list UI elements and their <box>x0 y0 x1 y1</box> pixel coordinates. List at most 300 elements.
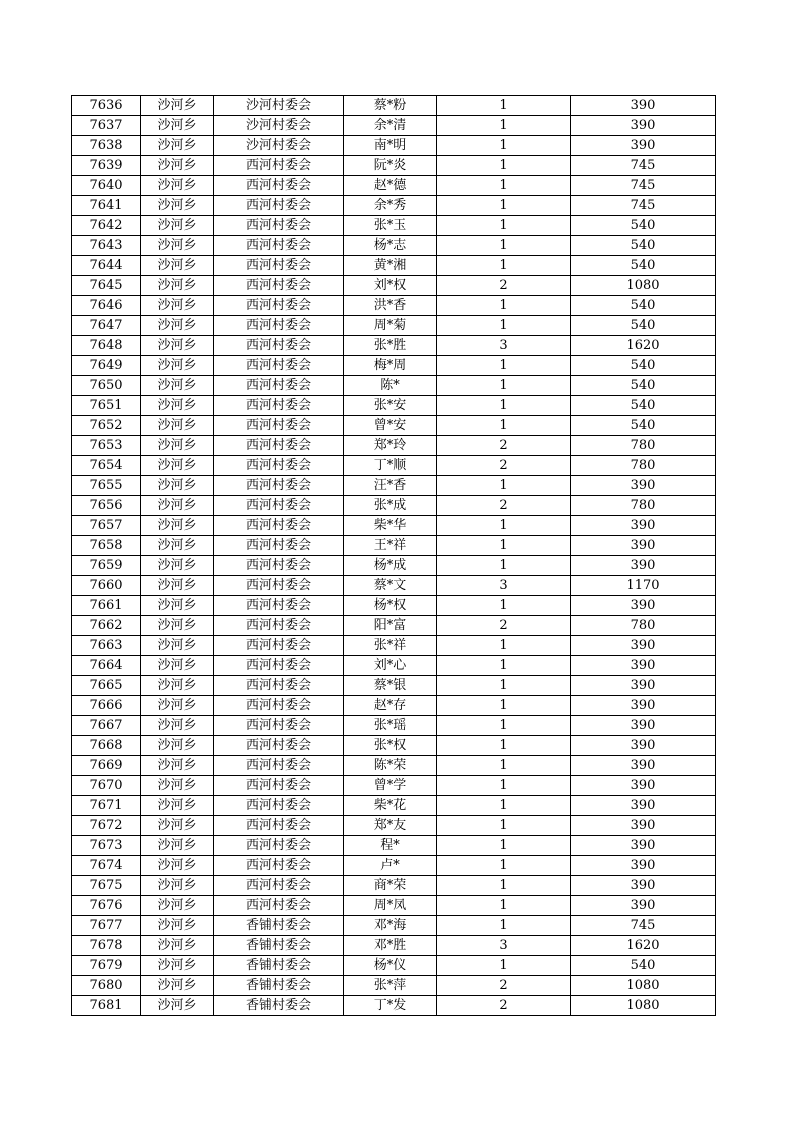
village-committee-cell: 香铺村委会 <box>214 976 344 996</box>
household-count-cell: 1 <box>437 656 571 676</box>
table-row <box>72 236 716 256</box>
household-count-cell: 1 <box>437 796 571 816</box>
village-committee-cell: 西河村委会 <box>214 636 344 656</box>
name-cell: 刘*权 <box>344 276 437 296</box>
village-committee-cell: 西河村委会 <box>214 776 344 796</box>
table-row <box>72 416 716 436</box>
amount-cell: 745 <box>571 916 716 936</box>
amount-cell: 390 <box>571 736 716 756</box>
village-committee-cell: 西河村委会 <box>214 396 344 416</box>
name-cell: 柴*花 <box>344 796 437 816</box>
township-cell: 沙河乡 <box>141 276 214 296</box>
township-cell: 沙河乡 <box>141 976 214 996</box>
village-committee-cell: 西河村委会 <box>214 356 344 376</box>
village-committee-cell: 西河村委会 <box>214 376 344 396</box>
township-cell: 沙河乡 <box>141 616 214 636</box>
village-committee-cell: 西河村委会 <box>214 616 344 636</box>
amount-cell: 390 <box>571 876 716 896</box>
row-number-cell: 7677 <box>72 916 141 936</box>
name-cell: 张*成 <box>344 496 437 516</box>
name-cell: 张*祥 <box>344 636 437 656</box>
village-committee-cell: 西河村委会 <box>214 516 344 536</box>
village-committee-cell: 沙河村委会 <box>214 136 344 156</box>
amount-cell: 390 <box>571 856 716 876</box>
row-number-cell: 7641 <box>72 196 141 216</box>
amount-cell: 780 <box>571 496 716 516</box>
table-row <box>72 376 716 396</box>
table-row <box>72 96 716 116</box>
village-committee-cell: 西河村委会 <box>214 796 344 816</box>
row-number-cell: 7651 <box>72 396 141 416</box>
row-number-cell: 7664 <box>72 656 141 676</box>
village-committee-cell: 西河村委会 <box>214 816 344 836</box>
table-row <box>72 976 716 996</box>
household-count-cell: 1 <box>437 536 571 556</box>
township-cell: 沙河乡 <box>141 716 214 736</box>
household-count-cell: 1 <box>437 736 571 756</box>
row-number-cell: 7650 <box>72 376 141 396</box>
row-number-cell: 7675 <box>72 876 141 896</box>
table-row <box>72 276 716 296</box>
township-cell: 沙河乡 <box>141 516 214 536</box>
household-count-cell: 2 <box>437 436 571 456</box>
table-row <box>72 576 716 596</box>
amount-cell: 540 <box>571 956 716 976</box>
table-row <box>72 596 716 616</box>
table-row <box>72 696 716 716</box>
household-count-cell: 1 <box>437 636 571 656</box>
name-cell: 邓*海 <box>344 916 437 936</box>
row-number-cell: 7658 <box>72 536 141 556</box>
amount-cell: 745 <box>571 176 716 196</box>
row-number-cell: 7660 <box>72 576 141 596</box>
township-cell: 沙河乡 <box>141 756 214 776</box>
village-committee-cell: 西河村委会 <box>214 256 344 276</box>
table-row <box>72 636 716 656</box>
household-count-cell: 1 <box>437 236 571 256</box>
household-count-cell: 1 <box>437 96 571 116</box>
table-row <box>72 536 716 556</box>
table-row <box>72 856 716 876</box>
village-committee-cell: 西河村委会 <box>214 496 344 516</box>
table-row <box>72 256 716 276</box>
table-row <box>72 196 716 216</box>
household-count-cell: 1 <box>437 956 571 976</box>
amount-cell: 540 <box>571 256 716 276</box>
name-cell: 张*玉 <box>344 216 437 236</box>
table-row <box>72 756 716 776</box>
village-committee-cell: 香铺村委会 <box>214 936 344 956</box>
table-row <box>72 736 716 756</box>
row-number-cell: 7644 <box>72 256 141 276</box>
row-number-cell: 7667 <box>72 716 141 736</box>
village-committee-cell: 西河村委会 <box>214 716 344 736</box>
township-cell: 沙河乡 <box>141 176 214 196</box>
name-cell: 赵*德 <box>344 176 437 196</box>
household-count-cell: 2 <box>437 976 571 996</box>
village-committee-cell: 西河村委会 <box>214 696 344 716</box>
amount-cell: 390 <box>571 536 716 556</box>
amount-cell: 1620 <box>571 936 716 956</box>
table-row <box>72 176 716 196</box>
amount-cell: 390 <box>571 696 716 716</box>
household-count-cell: 1 <box>437 876 571 896</box>
township-cell: 沙河乡 <box>141 796 214 816</box>
row-number-cell: 7636 <box>72 96 141 116</box>
table-row <box>72 336 716 356</box>
row-number-cell: 7652 <box>72 416 141 436</box>
name-cell: 杨*成 <box>344 556 437 576</box>
table-row <box>72 816 716 836</box>
township-cell: 沙河乡 <box>141 736 214 756</box>
village-committee-cell: 西河村委会 <box>214 196 344 216</box>
name-cell: 王*祥 <box>344 536 437 556</box>
name-cell: 张*萍 <box>344 976 437 996</box>
township-cell: 沙河乡 <box>141 876 214 896</box>
row-number-cell: 7642 <box>72 216 141 236</box>
village-committee-cell: 香铺村委会 <box>214 916 344 936</box>
table-row <box>72 656 716 676</box>
name-cell: 蔡*粉 <box>344 96 437 116</box>
row-number-cell: 7656 <box>72 496 141 516</box>
township-cell: 沙河乡 <box>141 316 214 336</box>
village-committee-cell: 西河村委会 <box>214 676 344 696</box>
household-count-cell: 1 <box>437 516 571 536</box>
village-committee-cell: 西河村委会 <box>214 596 344 616</box>
amount-cell: 390 <box>571 476 716 496</box>
household-count-cell: 1 <box>437 816 571 836</box>
amount-cell: 780 <box>571 436 716 456</box>
township-cell: 沙河乡 <box>141 196 214 216</box>
name-cell: 黄*湘 <box>344 256 437 276</box>
household-count-cell: 1 <box>437 136 571 156</box>
name-cell: 曾*安 <box>344 416 437 436</box>
table-row <box>72 556 716 576</box>
township-cell: 沙河乡 <box>141 636 214 656</box>
name-cell: 汪*香 <box>344 476 437 496</box>
row-number-cell: 7663 <box>72 636 141 656</box>
village-committee-cell: 香铺村委会 <box>214 996 344 1016</box>
household-count-cell: 1 <box>437 116 571 136</box>
township-cell: 沙河乡 <box>141 236 214 256</box>
village-committee-cell: 西河村委会 <box>214 836 344 856</box>
household-count-cell: 1 <box>437 556 571 576</box>
table-row <box>72 896 716 916</box>
name-cell: 阮*炎 <box>344 156 437 176</box>
amount-cell: 390 <box>571 776 716 796</box>
name-cell: 陈* <box>344 376 437 396</box>
township-cell: 沙河乡 <box>141 996 214 1016</box>
table-row <box>72 216 716 236</box>
name-cell: 曾*学 <box>344 776 437 796</box>
household-count-cell: 1 <box>437 836 571 856</box>
row-number-cell: 7673 <box>72 836 141 856</box>
row-number-cell: 7674 <box>72 856 141 876</box>
amount-cell: 390 <box>571 516 716 536</box>
village-committee-cell: 西河村委会 <box>214 216 344 236</box>
table-row <box>72 776 716 796</box>
village-committee-cell: 西河村委会 <box>214 176 344 196</box>
amount-cell: 1620 <box>571 336 716 356</box>
township-cell: 沙河乡 <box>141 156 214 176</box>
township-cell: 沙河乡 <box>141 336 214 356</box>
village-committee-cell: 西河村委会 <box>214 276 344 296</box>
village-committee-cell: 西河村委会 <box>214 536 344 556</box>
township-cell: 沙河乡 <box>141 396 214 416</box>
name-cell: 洪*香 <box>344 296 437 316</box>
amount-cell: 1080 <box>571 996 716 1016</box>
row-number-cell: 7671 <box>72 796 141 816</box>
amount-cell: 390 <box>571 116 716 136</box>
table-row <box>72 956 716 976</box>
table-row <box>72 516 716 536</box>
household-count-cell: 1 <box>437 716 571 736</box>
name-cell: 丁*发 <box>344 996 437 1016</box>
table-body <box>72 96 716 1016</box>
township-cell: 沙河乡 <box>141 436 214 456</box>
household-count-cell: 1 <box>437 396 571 416</box>
township-cell: 沙河乡 <box>141 456 214 476</box>
name-cell: 梅*周 <box>344 356 437 376</box>
household-count-cell: 1 <box>437 916 571 936</box>
household-count-cell: 3 <box>437 336 571 356</box>
row-number-cell: 7643 <box>72 236 141 256</box>
row-number-cell: 7662 <box>72 616 141 636</box>
amount-cell: 390 <box>571 836 716 856</box>
row-number-cell: 7680 <box>72 976 141 996</box>
household-count-cell: 1 <box>437 696 571 716</box>
township-cell: 沙河乡 <box>141 916 214 936</box>
row-number-cell: 7666 <box>72 696 141 716</box>
household-count-cell: 3 <box>437 936 571 956</box>
amount-cell: 390 <box>571 896 716 916</box>
household-count-cell: 1 <box>437 196 571 216</box>
name-cell: 陈*荣 <box>344 756 437 776</box>
township-cell: 沙河乡 <box>141 556 214 576</box>
name-cell: 杨*志 <box>344 236 437 256</box>
amount-cell: 540 <box>571 236 716 256</box>
township-cell: 沙河乡 <box>141 596 214 616</box>
amount-cell: 390 <box>571 756 716 776</box>
row-number-cell: 7638 <box>72 136 141 156</box>
township-cell: 沙河乡 <box>141 696 214 716</box>
name-cell: 赵*存 <box>344 696 437 716</box>
amount-cell: 780 <box>571 616 716 636</box>
village-committee-cell: 西河村委会 <box>214 456 344 476</box>
household-count-cell: 1 <box>437 416 571 436</box>
household-count-cell: 1 <box>437 756 571 776</box>
table-row <box>72 156 716 176</box>
amount-cell: 540 <box>571 356 716 376</box>
row-number-cell: 7665 <box>72 676 141 696</box>
table-row <box>72 296 716 316</box>
table-row <box>72 116 716 136</box>
name-cell: 刘*心 <box>344 656 437 676</box>
amount-cell: 390 <box>571 136 716 156</box>
amount-cell: 390 <box>571 556 716 576</box>
table-row <box>72 496 716 516</box>
household-count-cell: 1 <box>437 376 571 396</box>
table-row <box>72 136 716 156</box>
name-cell: 张*瑶 <box>344 716 437 736</box>
township-cell: 沙河乡 <box>141 256 214 276</box>
table-row <box>72 836 716 856</box>
township-cell: 沙河乡 <box>141 476 214 496</box>
amount-cell: 390 <box>571 716 716 736</box>
name-cell: 郑*友 <box>344 816 437 836</box>
row-number-cell: 7646 <box>72 296 141 316</box>
amount-cell: 540 <box>571 316 716 336</box>
row-number-cell: 7659 <box>72 556 141 576</box>
name-cell: 邓*胜 <box>344 936 437 956</box>
row-number-cell: 7657 <box>72 516 141 536</box>
table-row <box>72 356 716 376</box>
amount-cell: 1080 <box>571 276 716 296</box>
name-cell: 丁*顺 <box>344 456 437 476</box>
name-cell: 蔡*文 <box>344 576 437 596</box>
table-row <box>72 676 716 696</box>
row-number-cell: 7645 <box>72 276 141 296</box>
household-count-cell: 1 <box>437 596 571 616</box>
amount-cell: 1080 <box>571 976 716 996</box>
household-count-cell: 1 <box>437 776 571 796</box>
village-committee-cell: 香铺村委会 <box>214 956 344 976</box>
row-number-cell: 7654 <box>72 456 141 476</box>
row-number-cell: 7681 <box>72 996 141 1016</box>
amount-cell: 390 <box>571 656 716 676</box>
household-count-cell: 2 <box>437 456 571 476</box>
row-number-cell: 7661 <box>72 596 141 616</box>
township-cell: 沙河乡 <box>141 856 214 876</box>
village-committee-cell: 西河村委会 <box>214 236 344 256</box>
table-row <box>72 456 716 476</box>
amount-cell: 390 <box>571 636 716 656</box>
township-cell: 沙河乡 <box>141 936 214 956</box>
row-number-cell: 7648 <box>72 336 141 356</box>
township-cell: 沙河乡 <box>141 676 214 696</box>
village-committee-cell: 西河村委会 <box>214 336 344 356</box>
amount-cell: 540 <box>571 396 716 416</box>
township-cell: 沙河乡 <box>141 356 214 376</box>
table-row <box>72 916 716 936</box>
township-cell: 沙河乡 <box>141 896 214 916</box>
township-cell: 沙河乡 <box>141 416 214 436</box>
name-cell: 张*安 <box>344 396 437 416</box>
village-committee-cell: 西河村委会 <box>214 556 344 576</box>
amount-cell: 540 <box>571 216 716 236</box>
township-cell: 沙河乡 <box>141 376 214 396</box>
household-count-cell: 2 <box>437 276 571 296</box>
table-row <box>72 796 716 816</box>
township-cell: 沙河乡 <box>141 836 214 856</box>
name-cell: 张*权 <box>344 736 437 756</box>
village-committee-cell: 西河村委会 <box>214 876 344 896</box>
household-count-cell: 1 <box>437 476 571 496</box>
village-committee-cell: 西河村委会 <box>214 576 344 596</box>
row-number-cell: 7653 <box>72 436 141 456</box>
household-count-cell: 3 <box>437 576 571 596</box>
village-committee-cell: 西河村委会 <box>214 656 344 676</box>
household-count-cell: 1 <box>437 296 571 316</box>
table-row <box>72 996 716 1016</box>
township-cell: 沙河乡 <box>141 816 214 836</box>
township-cell: 沙河乡 <box>141 656 214 676</box>
amount-cell: 390 <box>571 596 716 616</box>
name-cell: 卢* <box>344 856 437 876</box>
village-committee-cell: 西河村委会 <box>214 896 344 916</box>
name-cell: 杨*仪 <box>344 956 437 976</box>
table-row <box>72 436 716 456</box>
name-cell: 郑*玲 <box>344 436 437 456</box>
name-cell: 南*明 <box>344 136 437 156</box>
village-committee-cell: 西河村委会 <box>214 316 344 336</box>
village-committee-cell: 沙河村委会 <box>214 116 344 136</box>
table-row <box>72 876 716 896</box>
row-number-cell: 7670 <box>72 776 141 796</box>
name-cell: 张*胜 <box>344 336 437 356</box>
amount-cell: 745 <box>571 156 716 176</box>
amount-cell: 745 <box>571 196 716 216</box>
household-count-cell: 1 <box>437 856 571 876</box>
township-cell: 沙河乡 <box>141 576 214 596</box>
township-cell: 沙河乡 <box>141 296 214 316</box>
household-count-cell: 1 <box>437 256 571 276</box>
name-cell: 杨*权 <box>344 596 437 616</box>
row-number-cell: 7647 <box>72 316 141 336</box>
row-number-cell: 7655 <box>72 476 141 496</box>
amount-cell: 1170 <box>571 576 716 596</box>
village-committee-cell: 西河村委会 <box>214 296 344 316</box>
township-cell: 沙河乡 <box>141 216 214 236</box>
row-number-cell: 7640 <box>72 176 141 196</box>
village-committee-cell: 西河村委会 <box>214 856 344 876</box>
row-number-cell: 7678 <box>72 936 141 956</box>
amount-cell: 390 <box>571 796 716 816</box>
township-cell: 沙河乡 <box>141 536 214 556</box>
row-number-cell: 7649 <box>72 356 141 376</box>
township-cell: 沙河乡 <box>141 136 214 156</box>
township-cell: 沙河乡 <box>141 496 214 516</box>
township-cell: 沙河乡 <box>141 116 214 136</box>
table-row <box>72 396 716 416</box>
village-committee-cell: 西河村委会 <box>214 756 344 776</box>
amount-cell: 540 <box>571 416 716 436</box>
village-committee-cell: 沙河村委会 <box>214 96 344 116</box>
name-cell: 蔡*银 <box>344 676 437 696</box>
row-number-cell: 7676 <box>72 896 141 916</box>
household-count-cell: 1 <box>437 316 571 336</box>
household-count-cell: 1 <box>437 176 571 196</box>
row-number-cell: 7669 <box>72 756 141 776</box>
household-count-cell: 1 <box>437 216 571 236</box>
name-cell: 阳*富 <box>344 616 437 636</box>
household-count-cell: 1 <box>437 676 571 696</box>
village-committee-cell: 西河村委会 <box>214 436 344 456</box>
amount-cell: 540 <box>571 376 716 396</box>
table-row <box>72 476 716 496</box>
beneficiary-table <box>71 95 716 1016</box>
name-cell: 周*菊 <box>344 316 437 336</box>
row-number-cell: 7637 <box>72 116 141 136</box>
village-committee-cell: 西河村委会 <box>214 156 344 176</box>
name-cell: 余*秀 <box>344 196 437 216</box>
household-count-cell: 1 <box>437 896 571 916</box>
township-cell: 沙河乡 <box>141 96 214 116</box>
row-number-cell: 7639 <box>72 156 141 176</box>
household-count-cell: 2 <box>437 616 571 636</box>
table-row <box>72 616 716 636</box>
row-number-cell: 7672 <box>72 816 141 836</box>
